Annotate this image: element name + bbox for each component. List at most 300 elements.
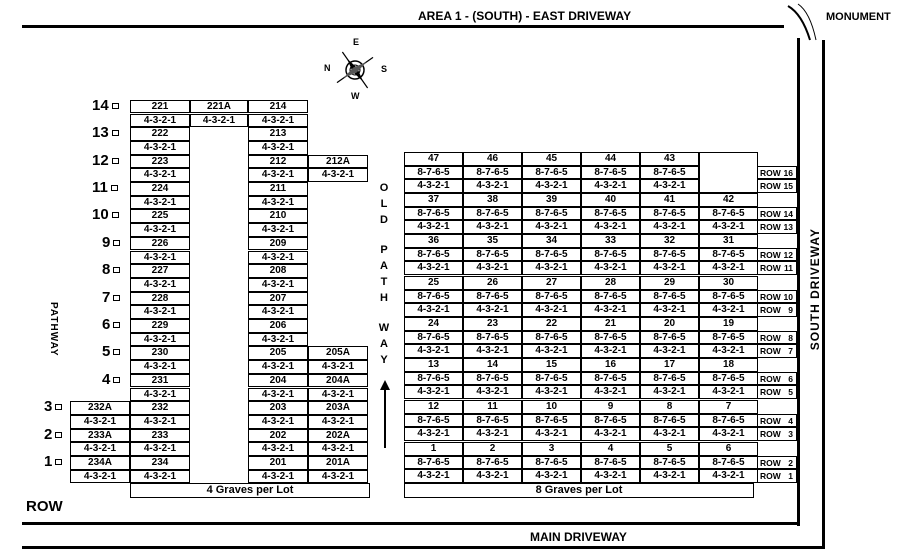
graves-201: 4-3-2-1: [248, 470, 308, 484]
graves-8-35: 8-7-6-5: [463, 248, 522, 262]
lot-20: 20: [640, 317, 699, 331]
row-word: ROW: [760, 332, 781, 343]
lot-34: 34: [522, 234, 581, 248]
graves-4-8: 4-3-2-1: [640, 427, 699, 441]
right-row-label-9: [757, 303, 797, 317]
graves-8-31: 8-7-6-5: [699, 248, 758, 262]
main-driveway-line-bottom: [22, 546, 825, 549]
lot-201A: 201A: [308, 456, 368, 470]
right-row-label-14: [757, 207, 797, 221]
row-marker-9: [102, 234, 120, 251]
graves-8-8: 8-7-6-5: [640, 414, 699, 428]
old-path-word-5: A: [380, 260, 388, 272]
graves-222: 4-3-2-1: [130, 141, 190, 155]
lot-222: 222: [130, 127, 190, 141]
east-road-outer: [822, 40, 825, 548]
right-row-label-11: [757, 261, 797, 275]
graves-8-33: 8-7-6-5: [581, 248, 640, 262]
south-driveway-label: SOUTH DRIVEWAY: [808, 228, 822, 351]
lot-16: 16: [581, 358, 640, 372]
lot-205: 205: [248, 346, 308, 360]
row-number: 7: [788, 346, 793, 357]
lot-21: 21: [581, 317, 640, 331]
graves-224: 4-3-2-1: [130, 196, 190, 210]
row-word: ROW: [760, 222, 781, 233]
row-marker-3: [44, 398, 62, 415]
row-number: 12: [783, 249, 793, 260]
lot-41: 41: [640, 193, 699, 207]
lot-203: 203: [248, 401, 308, 415]
lot-231: 231: [130, 374, 190, 388]
graves-8-30: 8-7-6-5: [699, 290, 758, 304]
graves-4-18: 4-3-2-1: [699, 385, 758, 399]
graves-8-34: 8-7-6-5: [522, 248, 581, 262]
lot-17: 17: [640, 358, 699, 372]
right-row-label-6: [757, 372, 797, 386]
row-number: 6: [788, 373, 793, 384]
lot-15: 15: [522, 358, 581, 372]
row-marker-number: 14: [92, 96, 109, 114]
graves-4-27: 4-3-2-1: [522, 303, 581, 317]
right-row-label-15: [757, 179, 797, 193]
graves-8-10: 8-7-6-5: [522, 414, 581, 428]
graves-8-45: 8-7-6-5: [522, 166, 581, 180]
graves-4-26: 4-3-2-1: [463, 303, 522, 317]
lot-39: 39: [522, 193, 581, 207]
graves-221: 4-3-2-1: [130, 114, 190, 128]
row-word: ROW: [760, 305, 781, 316]
east-road-inner: [797, 38, 800, 526]
graves-8-39: 8-7-6-5: [522, 207, 581, 221]
graves-8-40: 8-7-6-5: [581, 207, 640, 221]
lot-33: 33: [581, 234, 640, 248]
lot-44: 44: [581, 152, 640, 166]
main-driveway-line-top: [22, 522, 800, 525]
graves-4-1: 4-3-2-1: [404, 469, 463, 483]
lot-221A: 221A: [190, 100, 248, 114]
row-marker-box-icon: [112, 103, 119, 109]
lot-232: 232: [130, 401, 190, 415]
lot-233: 233: [130, 429, 190, 443]
graves-202: 4-3-2-1: [248, 442, 308, 456]
right-row-label-3: [757, 427, 797, 441]
row-marker-number: 7: [102, 288, 111, 306]
row-marker-12: [92, 152, 119, 169]
old-path-word-8: W: [378, 322, 390, 334]
old-path-word-9: A: [380, 338, 388, 350]
row-word: ROW: [760, 373, 781, 384]
row-marker-number: 10: [92, 206, 109, 224]
lot-213: 213: [248, 127, 308, 141]
graves-233A: 4-3-2-1: [70, 442, 130, 456]
row-marker-11: [92, 179, 118, 196]
row-marker-box-icon: [111, 185, 118, 191]
row-marker-1: [44, 453, 62, 470]
row-marker-box-icon: [112, 158, 119, 164]
graves-8-17: 8-7-6-5: [640, 372, 699, 386]
graves-4-20: 4-3-2-1: [640, 344, 699, 358]
graves-225: 4-3-2-1: [130, 223, 190, 237]
lot-9: 9: [581, 400, 640, 414]
graves-4-47: 4-3-2-1: [404, 179, 463, 193]
right-row-label-1: [757, 469, 797, 483]
row-marker-number: 4: [102, 370, 111, 388]
lot-212A: 212A: [308, 155, 368, 169]
lot-6: 6: [699, 442, 758, 456]
row-marker-number: 12: [92, 151, 109, 169]
graves-8-32: 8-7-6-5: [640, 248, 699, 262]
row-word: ROW: [760, 415, 781, 426]
graves-8-43: 8-7-6-5: [640, 166, 699, 180]
graves-4-2: 4-3-2-1: [463, 469, 522, 483]
empty-lot-cell: [699, 152, 758, 193]
graves-230: 4-3-2-1: [130, 360, 190, 374]
lot-214: 214: [248, 100, 308, 114]
row-word: ROW: [760, 208, 781, 219]
lot-207: 207: [248, 292, 308, 306]
lot-224: 224: [130, 182, 190, 196]
lot-4: 4: [581, 442, 640, 456]
up-arrow-icon: [378, 380, 392, 450]
graves-8-42: 8-7-6-5: [699, 207, 758, 221]
graves-4-6: 4-3-2-1: [699, 469, 758, 483]
graves-8-44: 8-7-6-5: [581, 166, 640, 180]
graves-210: 4-3-2-1: [248, 223, 308, 237]
graves-8-13: 8-7-6-5: [404, 372, 463, 386]
row-number: 14: [783, 208, 793, 219]
old-path-word-7: H: [380, 292, 388, 304]
graves-4-11: 4-3-2-1: [463, 427, 522, 441]
lot-36: 36: [404, 234, 463, 248]
graves-8-23: 8-7-6-5: [463, 331, 522, 345]
graves-4-17: 4-3-2-1: [640, 385, 699, 399]
lot-42: 42: [699, 193, 758, 207]
row-marker-box-icon: [113, 295, 120, 301]
graves-212: 4-3-2-1: [248, 168, 308, 182]
graves-8-12: 8-7-6-5: [404, 414, 463, 428]
graves-8-11: 8-7-6-5: [463, 414, 522, 428]
graves-8-29: 8-7-6-5: [640, 290, 699, 304]
lot-230: 230: [130, 346, 190, 360]
lot-10: 10: [522, 400, 581, 414]
graves-4-4: 4-3-2-1: [581, 469, 640, 483]
row-word: ROW: [760, 249, 781, 260]
row-number: 8: [788, 332, 793, 343]
old-path-word-4: P: [380, 244, 388, 256]
row-marker-box-icon: [113, 349, 120, 355]
lot-7: 7: [699, 400, 758, 414]
row-marker-5: [102, 343, 120, 360]
old-path-word-2: L: [380, 198, 388, 210]
lot-30: 30: [699, 276, 758, 290]
graves-221A: 4-3-2-1: [190, 114, 248, 128]
lot-28: 28: [581, 276, 640, 290]
graves-208: 4-3-2-1: [248, 278, 308, 292]
right-row-label-4: [757, 414, 797, 428]
row-marker-box-icon: [113, 267, 120, 273]
graves-4-22: 4-3-2-1: [522, 344, 581, 358]
right-caption: 8 Graves per Lot: [404, 483, 754, 498]
row-word: ROW: [760, 457, 781, 468]
lot-11: 11: [463, 400, 522, 414]
graves-207: 4-3-2-1: [248, 305, 308, 319]
lot-202: 202: [248, 429, 308, 443]
lot-225: 225: [130, 209, 190, 223]
row-number: 10: [783, 291, 793, 302]
lot-5: 5: [640, 442, 699, 456]
row-number: 16: [783, 167, 793, 178]
lot-19: 19: [699, 317, 758, 331]
row-marker-box-icon: [113, 240, 120, 246]
right-row-label-10: [757, 290, 797, 304]
row-number: 3: [788, 429, 793, 440]
graves-8-6: 8-7-6-5: [699, 456, 758, 470]
row-marker-number: 3: [44, 398, 53, 416]
lot-201: 201: [248, 456, 308, 470]
row-marker-13: [92, 124, 119, 141]
row-word: ROW: [760, 471, 781, 482]
graves-4-35: 4-3-2-1: [463, 261, 522, 275]
graves-4-3: 4-3-2-1: [522, 469, 581, 483]
graves-211: 4-3-2-1: [248, 196, 308, 210]
graves-229: 4-3-2-1: [130, 333, 190, 347]
row-word-label: ROW: [26, 498, 63, 515]
monument-curve: [780, 0, 820, 45]
compass-w: W: [351, 91, 360, 101]
right-row-label-7: [757, 344, 797, 358]
graves-8-16: 8-7-6-5: [581, 372, 640, 386]
graves-213: 4-3-2-1: [248, 141, 308, 155]
graves-8-3: 8-7-6-5: [522, 456, 581, 470]
lot-228: 228: [130, 292, 190, 306]
row-marker-box-icon: [55, 404, 62, 410]
lot-229: 229: [130, 319, 190, 333]
row-marker-number: 9: [102, 233, 111, 251]
old-path-word-10: Y: [380, 354, 388, 366]
graves-4-12: 4-3-2-1: [404, 427, 463, 441]
row-word: ROW: [760, 291, 781, 302]
lot-24: 24: [404, 317, 463, 331]
lot-35: 35: [463, 234, 522, 248]
lot-43: 43: [640, 152, 699, 166]
graves-4-25: 4-3-2-1: [404, 303, 463, 317]
row-marker-box-icon: [113, 322, 120, 328]
graves-8-15: 8-7-6-5: [522, 372, 581, 386]
lot-226: 226: [130, 237, 190, 251]
graves-233: 4-3-2-1: [130, 442, 190, 456]
lot-2: 2: [463, 442, 522, 456]
graves-203A: 4-3-2-1: [308, 415, 368, 429]
graves-234: 4-3-2-1: [130, 470, 190, 484]
graves-232A: 4-3-2-1: [70, 415, 130, 429]
graves-4-36: 4-3-2-1: [404, 261, 463, 275]
row-word: ROW: [760, 387, 781, 398]
graves-8-19: 8-7-6-5: [699, 331, 758, 345]
monument-label: MONUMENT: [826, 11, 891, 23]
graves-231: 4-3-2-1: [130, 388, 190, 402]
lot-203A: 203A: [308, 401, 368, 415]
lot-46: 46: [463, 152, 522, 166]
north-driveway-label: AREA 1 - (SOUTH) - EAST DRIVEWAY: [418, 9, 632, 23]
lot-23: 23: [463, 317, 522, 331]
graves-4-30: 4-3-2-1: [699, 303, 758, 317]
graves-232: 4-3-2-1: [130, 415, 190, 429]
graves-202A: 4-3-2-1: [308, 442, 368, 456]
graves-212A: 4-3-2-1: [308, 168, 368, 182]
graves-8-41: 8-7-6-5: [640, 207, 699, 221]
lot-3: 3: [522, 442, 581, 456]
right-row-label-5: [757, 385, 797, 399]
right-row-label-13: [757, 220, 797, 234]
row-number: 9: [788, 305, 793, 316]
row-number: 15: [783, 181, 793, 192]
row-number: 5: [788, 387, 793, 398]
lot-1: 1: [404, 442, 463, 456]
graves-8-36: 8-7-6-5: [404, 248, 463, 262]
lot-40: 40: [581, 193, 640, 207]
graves-234A: 4-3-2-1: [70, 470, 130, 484]
lot-234: 234: [130, 456, 190, 470]
graves-4-24: 4-3-2-1: [404, 344, 463, 358]
left-caption: 4 Graves per Lot: [130, 483, 370, 498]
graves-4-37: 4-3-2-1: [404, 220, 463, 234]
graves-8-26: 8-7-6-5: [463, 290, 522, 304]
lot-29: 29: [640, 276, 699, 290]
graves-4-19: 4-3-2-1: [699, 344, 758, 358]
graves-226: 4-3-2-1: [130, 251, 190, 265]
graves-4-34: 4-3-2-1: [522, 261, 581, 275]
graves-209: 4-3-2-1: [248, 251, 308, 265]
graves-214: 4-3-2-1: [248, 114, 308, 128]
lot-31: 31: [699, 234, 758, 248]
row-number: 1: [788, 471, 793, 482]
row-marker-box-icon: [55, 459, 62, 465]
graves-4-29: 4-3-2-1: [640, 303, 699, 317]
lot-223: 223: [130, 155, 190, 169]
lot-25: 25: [404, 276, 463, 290]
lot-210: 210: [248, 209, 308, 223]
graves-8-22: 8-7-6-5: [522, 331, 581, 345]
graves-4-10: 4-3-2-1: [522, 427, 581, 441]
graves-8-21: 8-7-6-5: [581, 331, 640, 345]
graves-8-47: 8-7-6-5: [404, 166, 463, 180]
row-marker-8: [102, 261, 120, 278]
lot-202A: 202A: [308, 429, 368, 443]
graves-8-2: 8-7-6-5: [463, 456, 522, 470]
row-number: 11: [784, 263, 793, 274]
row-marker-4: [102, 371, 120, 388]
lot-221: 221: [130, 100, 190, 114]
lot-232A: 232A: [70, 401, 130, 415]
lot-26: 26: [463, 276, 522, 290]
row-marker-number: 11: [92, 179, 108, 196]
lot-45: 45: [522, 152, 581, 166]
graves-8-24: 8-7-6-5: [404, 331, 463, 345]
graves-4-13: 4-3-2-1: [404, 385, 463, 399]
graves-4-32: 4-3-2-1: [640, 261, 699, 275]
row-marker-box-icon: [112, 130, 119, 136]
graves-4-39: 4-3-2-1: [522, 220, 581, 234]
graves-8-46: 8-7-6-5: [463, 166, 522, 180]
graves-8-9: 8-7-6-5: [581, 414, 640, 428]
graves-4-31: 4-3-2-1: [699, 261, 758, 275]
graves-4-15: 4-3-2-1: [522, 385, 581, 399]
lot-22: 22: [522, 317, 581, 331]
right-row-label-12: [757, 248, 797, 262]
row-marker-number: 5: [102, 343, 111, 361]
lot-204A: 204A: [308, 374, 368, 388]
row-word: ROW: [760, 181, 781, 192]
lot-13: 13: [404, 358, 463, 372]
lot-234A: 234A: [70, 456, 130, 470]
lot-18: 18: [699, 358, 758, 372]
graves-8-1: 8-7-6-5: [404, 456, 463, 470]
compass-n: N: [324, 63, 331, 73]
lot-27: 27: [522, 276, 581, 290]
right-row-label-8: [757, 331, 797, 345]
row-marker-box-icon: [112, 212, 119, 218]
graves-4-46: 4-3-2-1: [463, 179, 522, 193]
row-marker-number: 1: [44, 453, 53, 470]
row-marker-14: [92, 97, 119, 114]
graves-205A: 4-3-2-1: [308, 360, 368, 374]
lot-47: 47: [404, 152, 463, 166]
row-number: 2: [788, 457, 793, 468]
pathway-label: PATHWAY: [48, 302, 59, 357]
row-number: 4: [788, 415, 793, 426]
graves-8-37: 8-7-6-5: [404, 207, 463, 221]
row-marker-2: [44, 426, 62, 443]
graves-4-9: 4-3-2-1: [581, 427, 640, 441]
lot-233A: 233A: [70, 429, 130, 443]
graves-203: 4-3-2-1: [248, 415, 308, 429]
row-word: ROW: [760, 167, 781, 178]
lot-211: 211: [248, 182, 308, 196]
lot-12: 12: [404, 400, 463, 414]
left-block-outline: [130, 96, 131, 97]
lot-205A: 205A: [308, 346, 368, 360]
graves-4-21: 4-3-2-1: [581, 344, 640, 358]
graves-4-42: 4-3-2-1: [699, 220, 758, 234]
row-marker-number: 8: [102, 261, 111, 279]
lot-32: 32: [640, 234, 699, 248]
graves-8-28: 8-7-6-5: [581, 290, 640, 304]
graves-4-33: 4-3-2-1: [581, 261, 640, 275]
graves-228: 4-3-2-1: [130, 305, 190, 319]
graves-4-7: 4-3-2-1: [699, 427, 758, 441]
row-word: ROW: [760, 263, 781, 274]
graves-4-28: 4-3-2-1: [581, 303, 640, 317]
graves-204: 4-3-2-1: [248, 388, 308, 402]
lot-37: 37: [404, 193, 463, 207]
compass-s: S: [381, 64, 388, 74]
graves-8-5: 8-7-6-5: [640, 456, 699, 470]
old-path-word-6: T: [380, 276, 388, 288]
graves-4-5: 4-3-2-1: [640, 469, 699, 483]
graves-8-4: 8-7-6-5: [581, 456, 640, 470]
graves-8-38: 8-7-6-5: [463, 207, 522, 221]
row-marker-box-icon: [113, 377, 120, 383]
graves-204A: 4-3-2-1: [308, 388, 368, 402]
graves-8-7: 8-7-6-5: [699, 414, 758, 428]
north-driveway-line: [22, 25, 784, 28]
old-pathway-label: [377, 182, 391, 370]
lot-206: 206: [248, 319, 308, 333]
old-path-word-1: O: [379, 182, 389, 194]
graves-201A: 4-3-2-1: [308, 470, 368, 484]
row-marker-6: [102, 316, 120, 333]
row-number: 13: [783, 222, 793, 233]
